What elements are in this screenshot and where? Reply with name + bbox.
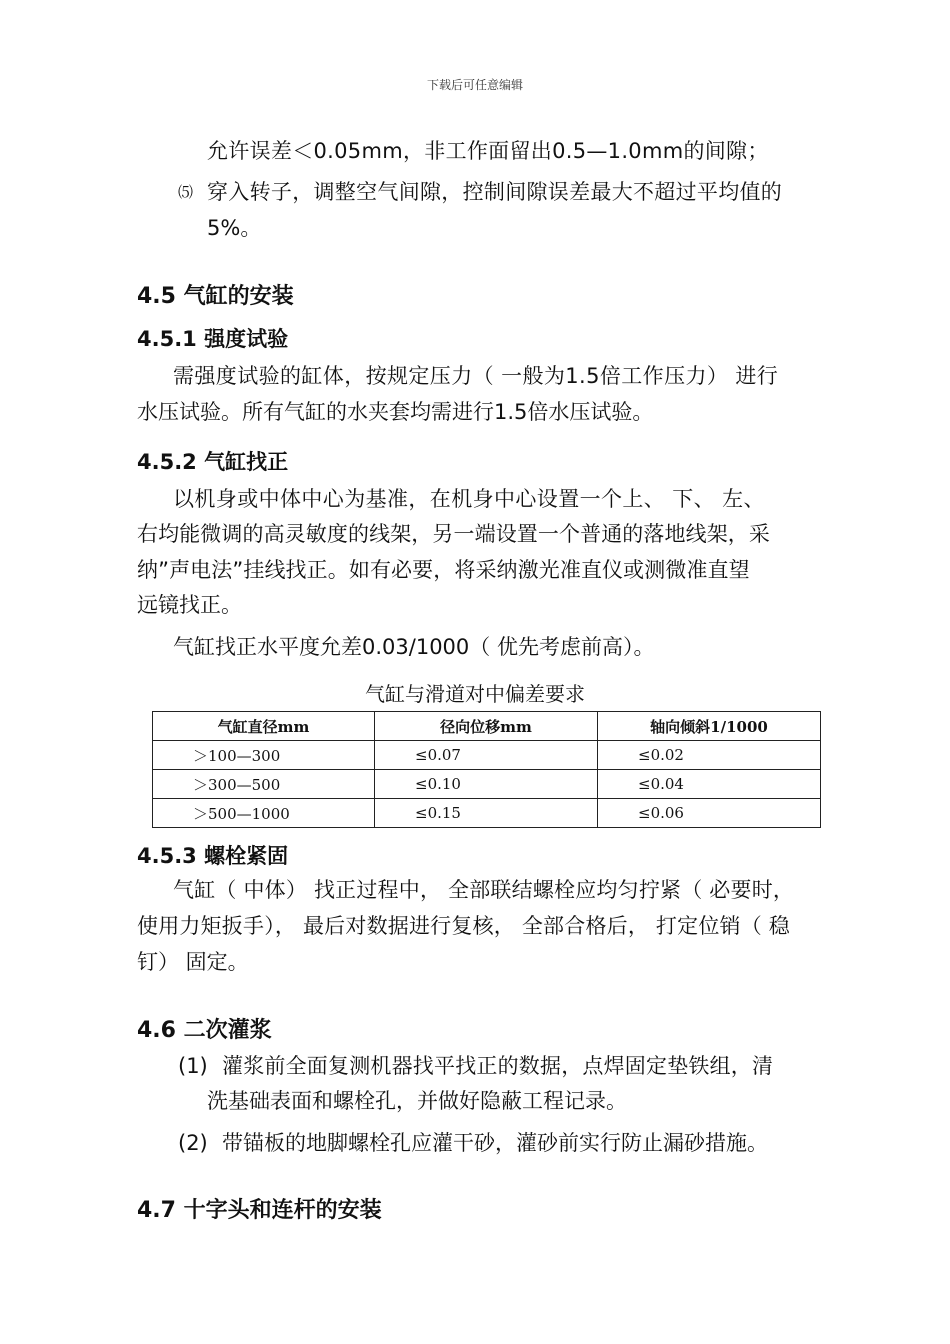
paragraph-line: 远镜找正。	[137, 593, 242, 617]
list-marker: (1)	[178, 1054, 208, 1078]
paragraph-line: 需强度试验的缸体，按规定压力（ 一般为1.5倍工作压力） 进行	[173, 364, 779, 388]
paragraph-line: 右均能微调的高灵敏度的线架，另一端设置一个普通的落地线架，采	[137, 522, 770, 546]
list-marker: ⑸	[178, 183, 194, 201]
paragraph-line: 纳”声电法”挂线找正。如有必要，将采纳激光准直仪或测微准直望	[137, 558, 750, 582]
paragraph-line: 允许误差＜0.05mm，非工作面留出0.5—1.0mm的间隙；	[207, 139, 769, 163]
table-header-row	[153, 712, 821, 741]
table-cell: ≤0.02	[598, 741, 821, 770]
list-item-text: 带锚板的地脚螺栓孔应灌干砂，灌砂前实行防止漏砂措施。	[222, 1131, 768, 1155]
list-item-text: 洗基础表面和螺栓孔，并做好隐蔽工程记录。	[207, 1089, 627, 1113]
list-marker: (2)	[178, 1131, 208, 1155]
paragraph-line: 5%。	[207, 216, 262, 240]
table-row	[153, 799, 821, 828]
table-cell: ≤0.15	[375, 799, 598, 828]
section-heading-4-5-3: 4.5.3 螺栓紧固	[137, 844, 289, 868]
paragraph-line: 气缸找正水平度允差0.03/1000（ 优先考虑前高）。	[173, 635, 655, 659]
list-item-text: 灌浆前全面复测机器找平找正的数据，点焊固定垫铁组，清	[222, 1054, 774, 1078]
column-header: 径向位移mm	[375, 712, 598, 741]
page-header: 下载后可任意编辑	[426, 78, 523, 92]
table-row	[153, 741, 821, 770]
paragraph-line: 以机身或中体中心为基准，在机身中心设置一个上、 下、 左、	[173, 487, 765, 511]
section-heading-4-5-2: 4.5.2 气缸找正	[137, 450, 289, 474]
paragraph-line: 钉） 固定。	[137, 950, 249, 974]
alignment-tolerance-table	[152, 711, 821, 828]
section-heading-4-7: 4.7 十字头和连杆的安装	[137, 1198, 382, 1223]
section-heading-4-5: 4.5 气缸的安装	[137, 284, 294, 309]
table-cell: ＞500—1000	[153, 799, 375, 828]
paragraph-line: 使用力矩扳手）， 最后对数据进行复核， 全部合格后， 打定位销（ 稳	[137, 914, 790, 938]
table-cell: ≤0.10	[375, 770, 598, 799]
table-cell: ≤0.04	[598, 770, 821, 799]
column-header: 气缸直径mm	[153, 712, 375, 741]
section-heading-4-6: 4.6 二次灌浆	[137, 1018, 272, 1043]
table-cell: ≤0.06	[598, 799, 821, 828]
paragraph-line: 穿入转子，调整空气间隙，控制间隙误差最大不超过平均值的	[207, 180, 783, 204]
table-cell: ＞100—300	[153, 741, 375, 770]
paragraph-line: 气缸（ 中体） 找正过程中， 全部联结螺栓应均匀拧紧（ 必要时，	[173, 878, 795, 902]
table-cell: ＞300—500	[153, 770, 375, 799]
section-heading-4-5-1: 4.5.1 强度试验	[137, 327, 289, 351]
table-row	[153, 770, 821, 799]
table-cell: ≤0.07	[375, 741, 598, 770]
paragraph-line: 水压试验。所有气缸的水夹套均需进行1.5倍水压试验。	[137, 400, 654, 424]
table-caption: 气缸与滑道对中偏差要求	[365, 682, 585, 706]
column-header: 轴向倾斜1/1000	[598, 712, 821, 741]
